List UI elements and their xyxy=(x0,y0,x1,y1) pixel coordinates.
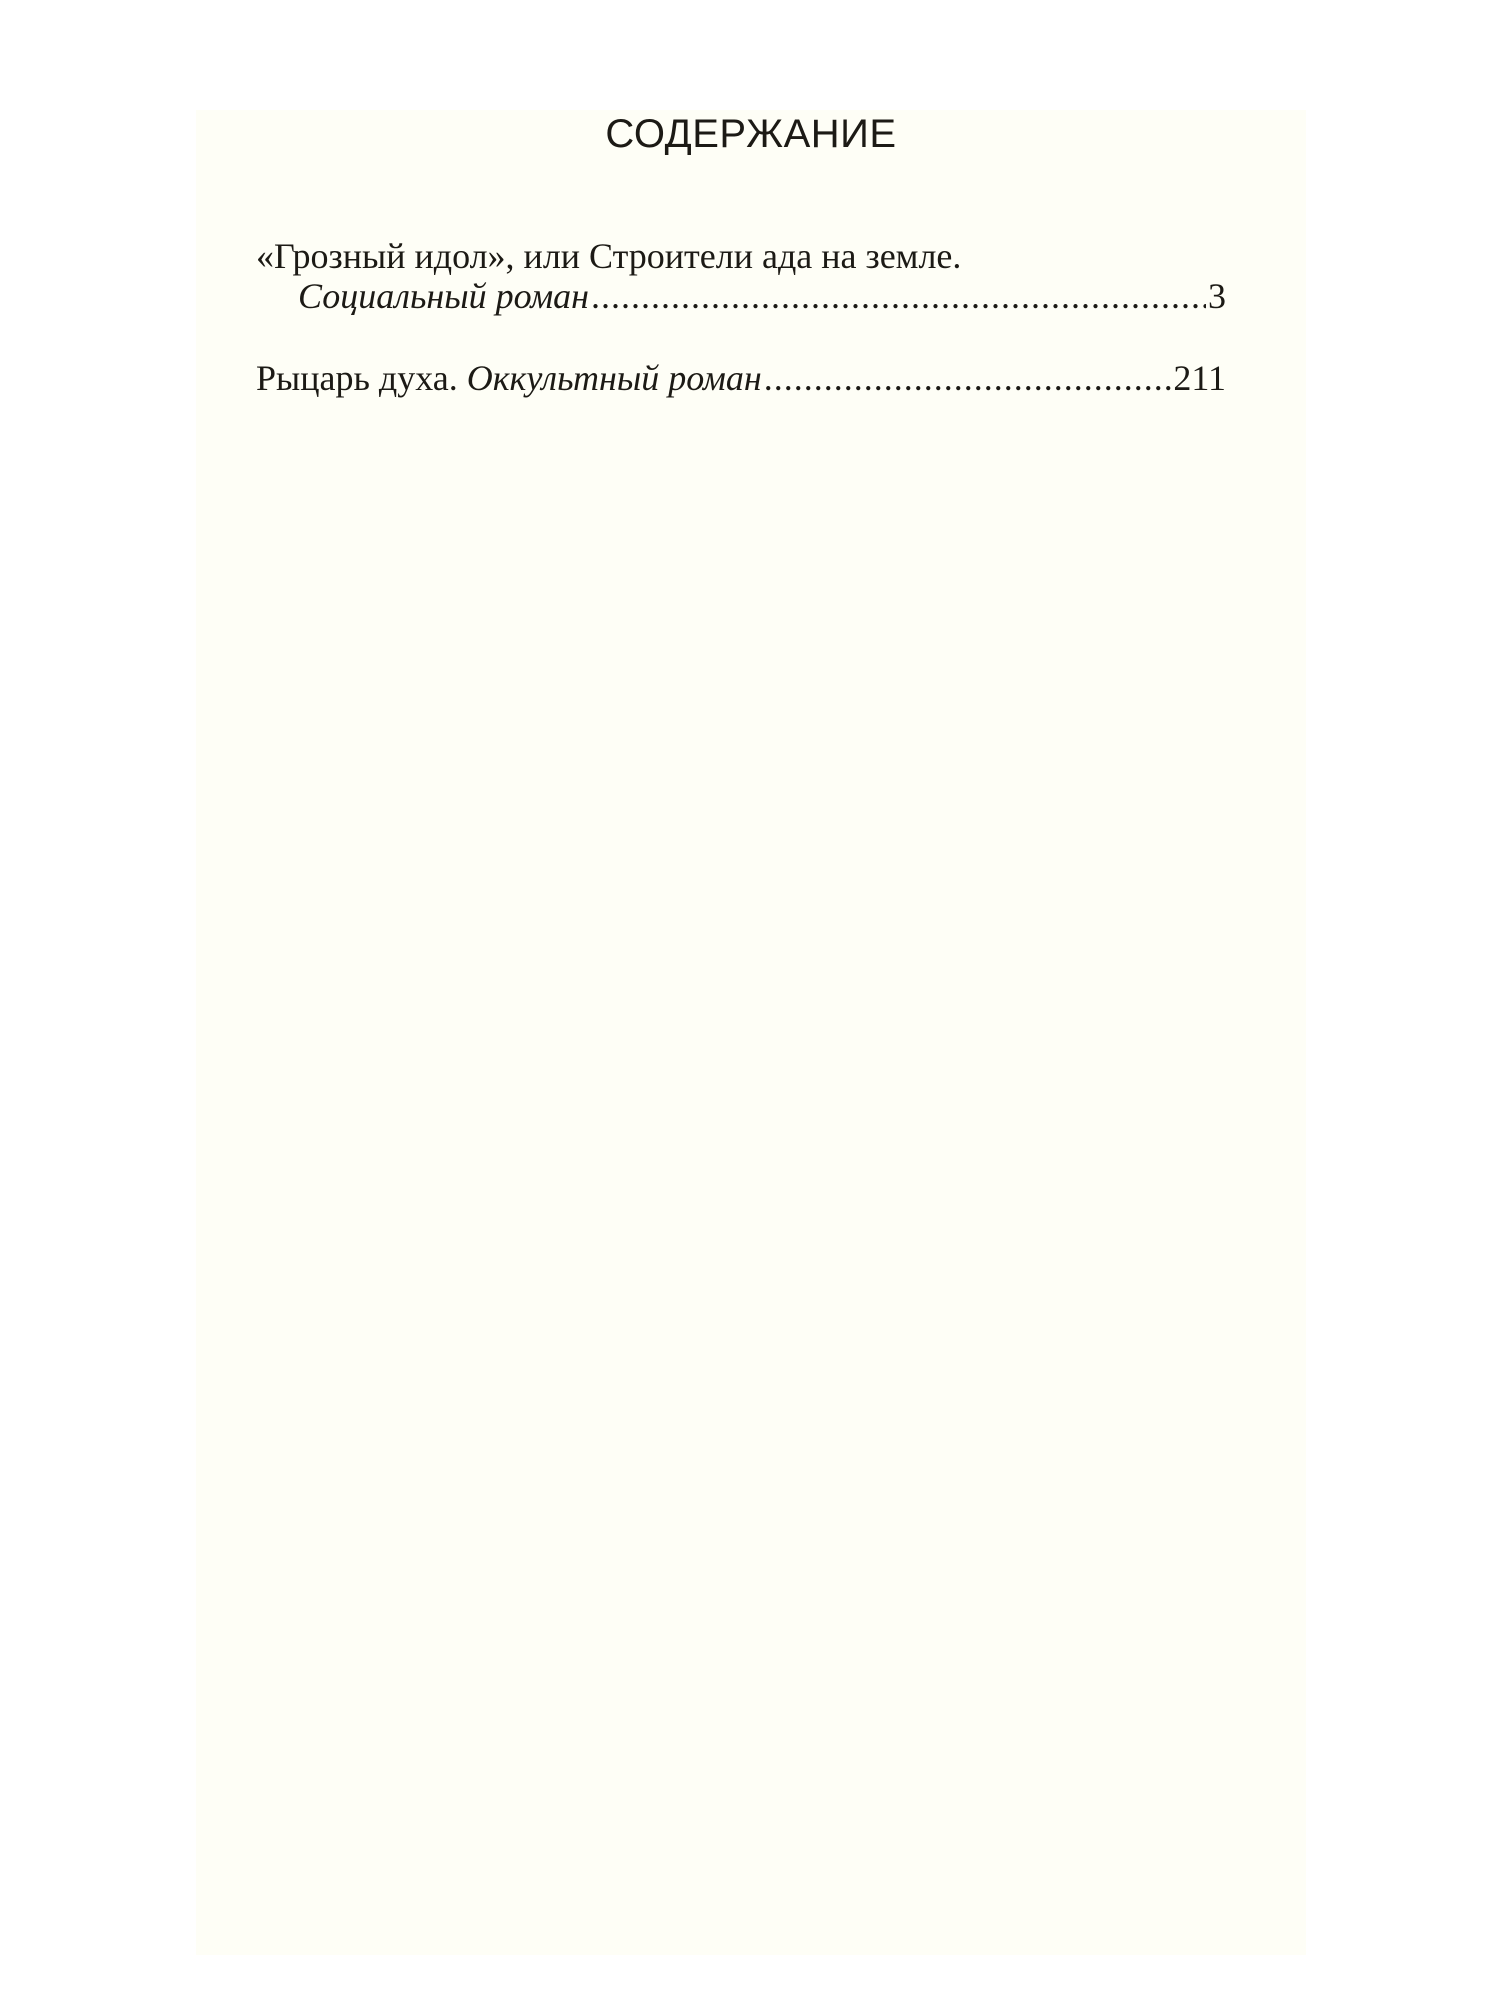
toc-entry-title: Рыцарь духа. xyxy=(256,358,458,398)
dot-leader xyxy=(764,358,1172,398)
dot-leader xyxy=(591,276,1206,316)
toc-page-number: 211 xyxy=(1173,358,1226,398)
toc-entry-title: «Грозный идол», или Строители ада на земле. xyxy=(256,236,962,276)
toc-entry xyxy=(256,358,1226,398)
toc-list xyxy=(256,236,1226,440)
book-page xyxy=(196,110,1306,1955)
toc-entry-subtitle: Оккультный роман xyxy=(466,358,762,398)
toc-entry-subtitle-line xyxy=(256,276,1226,316)
toc-page-number: 3 xyxy=(1208,276,1226,316)
toc-entry-title-line xyxy=(256,358,1226,398)
toc-entry-subtitle: Социальный роман xyxy=(298,276,590,316)
toc-heading: СОДЕРЖАНИЕ xyxy=(605,112,897,156)
toc-entry-title-line xyxy=(256,236,1226,276)
toc-entry xyxy=(256,236,1226,316)
